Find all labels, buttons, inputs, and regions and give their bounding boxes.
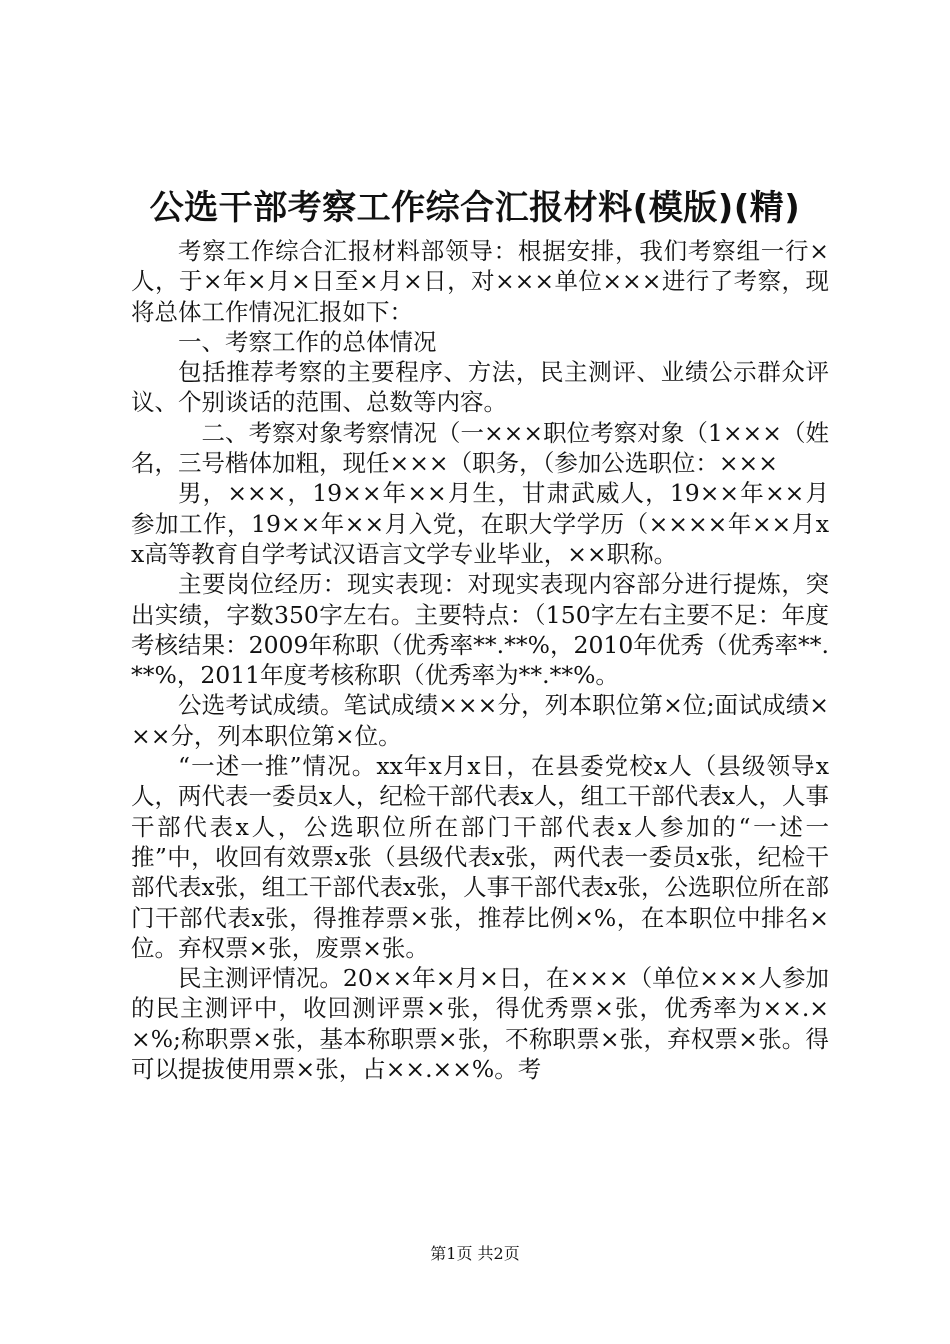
evaluation-paragraph: 民主测评情况。20××年×月×日，在×××（单位×××人参加的民主测评中，收回测评票×张，得优秀票×张，优秀率为××.××%;称职票×张，基本称职票×张，不称职票×张，弃权票×张。得可以提拔使用票×张，占××.××%。考 — [131, 964, 829, 1084]
section-heading-overall: 一、考察工作的总体情况 — [178, 327, 437, 356]
page-footer: 第1页 共2页 — [430, 1244, 520, 1263]
intro-paragraph: 考察工作综合汇报材料部领导：根据安排，我们考察组一行×人，于×年×月×日至×月×日，对×××单位×××进行了考察，现将总体工作情况汇报如下： — [131, 237, 829, 326]
section-heading-candidate: 二、考察对象考察情况（一×××职位考察对象（1×××（姓名，三号楷体加粗，现任×××（职务，（参加公选职位：××× — [131, 418, 829, 478]
recommendation-paragraph: “一述一推”情况。xx年x月x日，在县委党校x人（县级领导x人，两代表一委员x人，纪检干部代表x人，组工干部代表x人，人事干部代表x人，公选职位所在部门干部代表x人参加的“一述一推”中，收回有效票x张（县级代表x张，两代表一委员x张，纪检干部代表x张，组工干部代表x张，人事干部代表x张，公选职位所在部门干部代表x张，得推荐票×张，推荐比例×%，在本职位中排名×位。弃权票×张，废票×张。 — [131, 752, 829, 962]
experience-paragraph: 主要岗位经历：现实表现：对现实表现内容部分进行提炼，突出实绩，字数350字左右。主要特点：（150字左右主要不足：年度考核结果：2009年称职（优秀率**.**%，2010年优秀（优秀率**.**%，2011年度考核称职（优秀率为**.**%。 — [131, 570, 829, 690]
overall-paragraph: 包括推荐考察的主要程序、方法，民主测评、业绩公示群众评议、个别谈话的范围、总数等内容。 — [131, 358, 829, 417]
candidate-profile-paragraph: 男，×××，19××年××月生，甘肃武威人，19××年××月参加工作，19××年××月入党，在职大学学历（××××年××月xx高等教育自学考试汉语言文学专业毕业，××职称。 — [131, 479, 829, 568]
document-title: 公选干部考察工作综合汇报材料(模版)(精) — [149, 188, 801, 228]
exam-score-paragraph: 公选考试成绩。笔试成绩×××分，列本职位第×位;面试成绩×××分，列本职位第×位。 — [131, 691, 829, 750]
document-body — [131, 236, 829, 1084]
